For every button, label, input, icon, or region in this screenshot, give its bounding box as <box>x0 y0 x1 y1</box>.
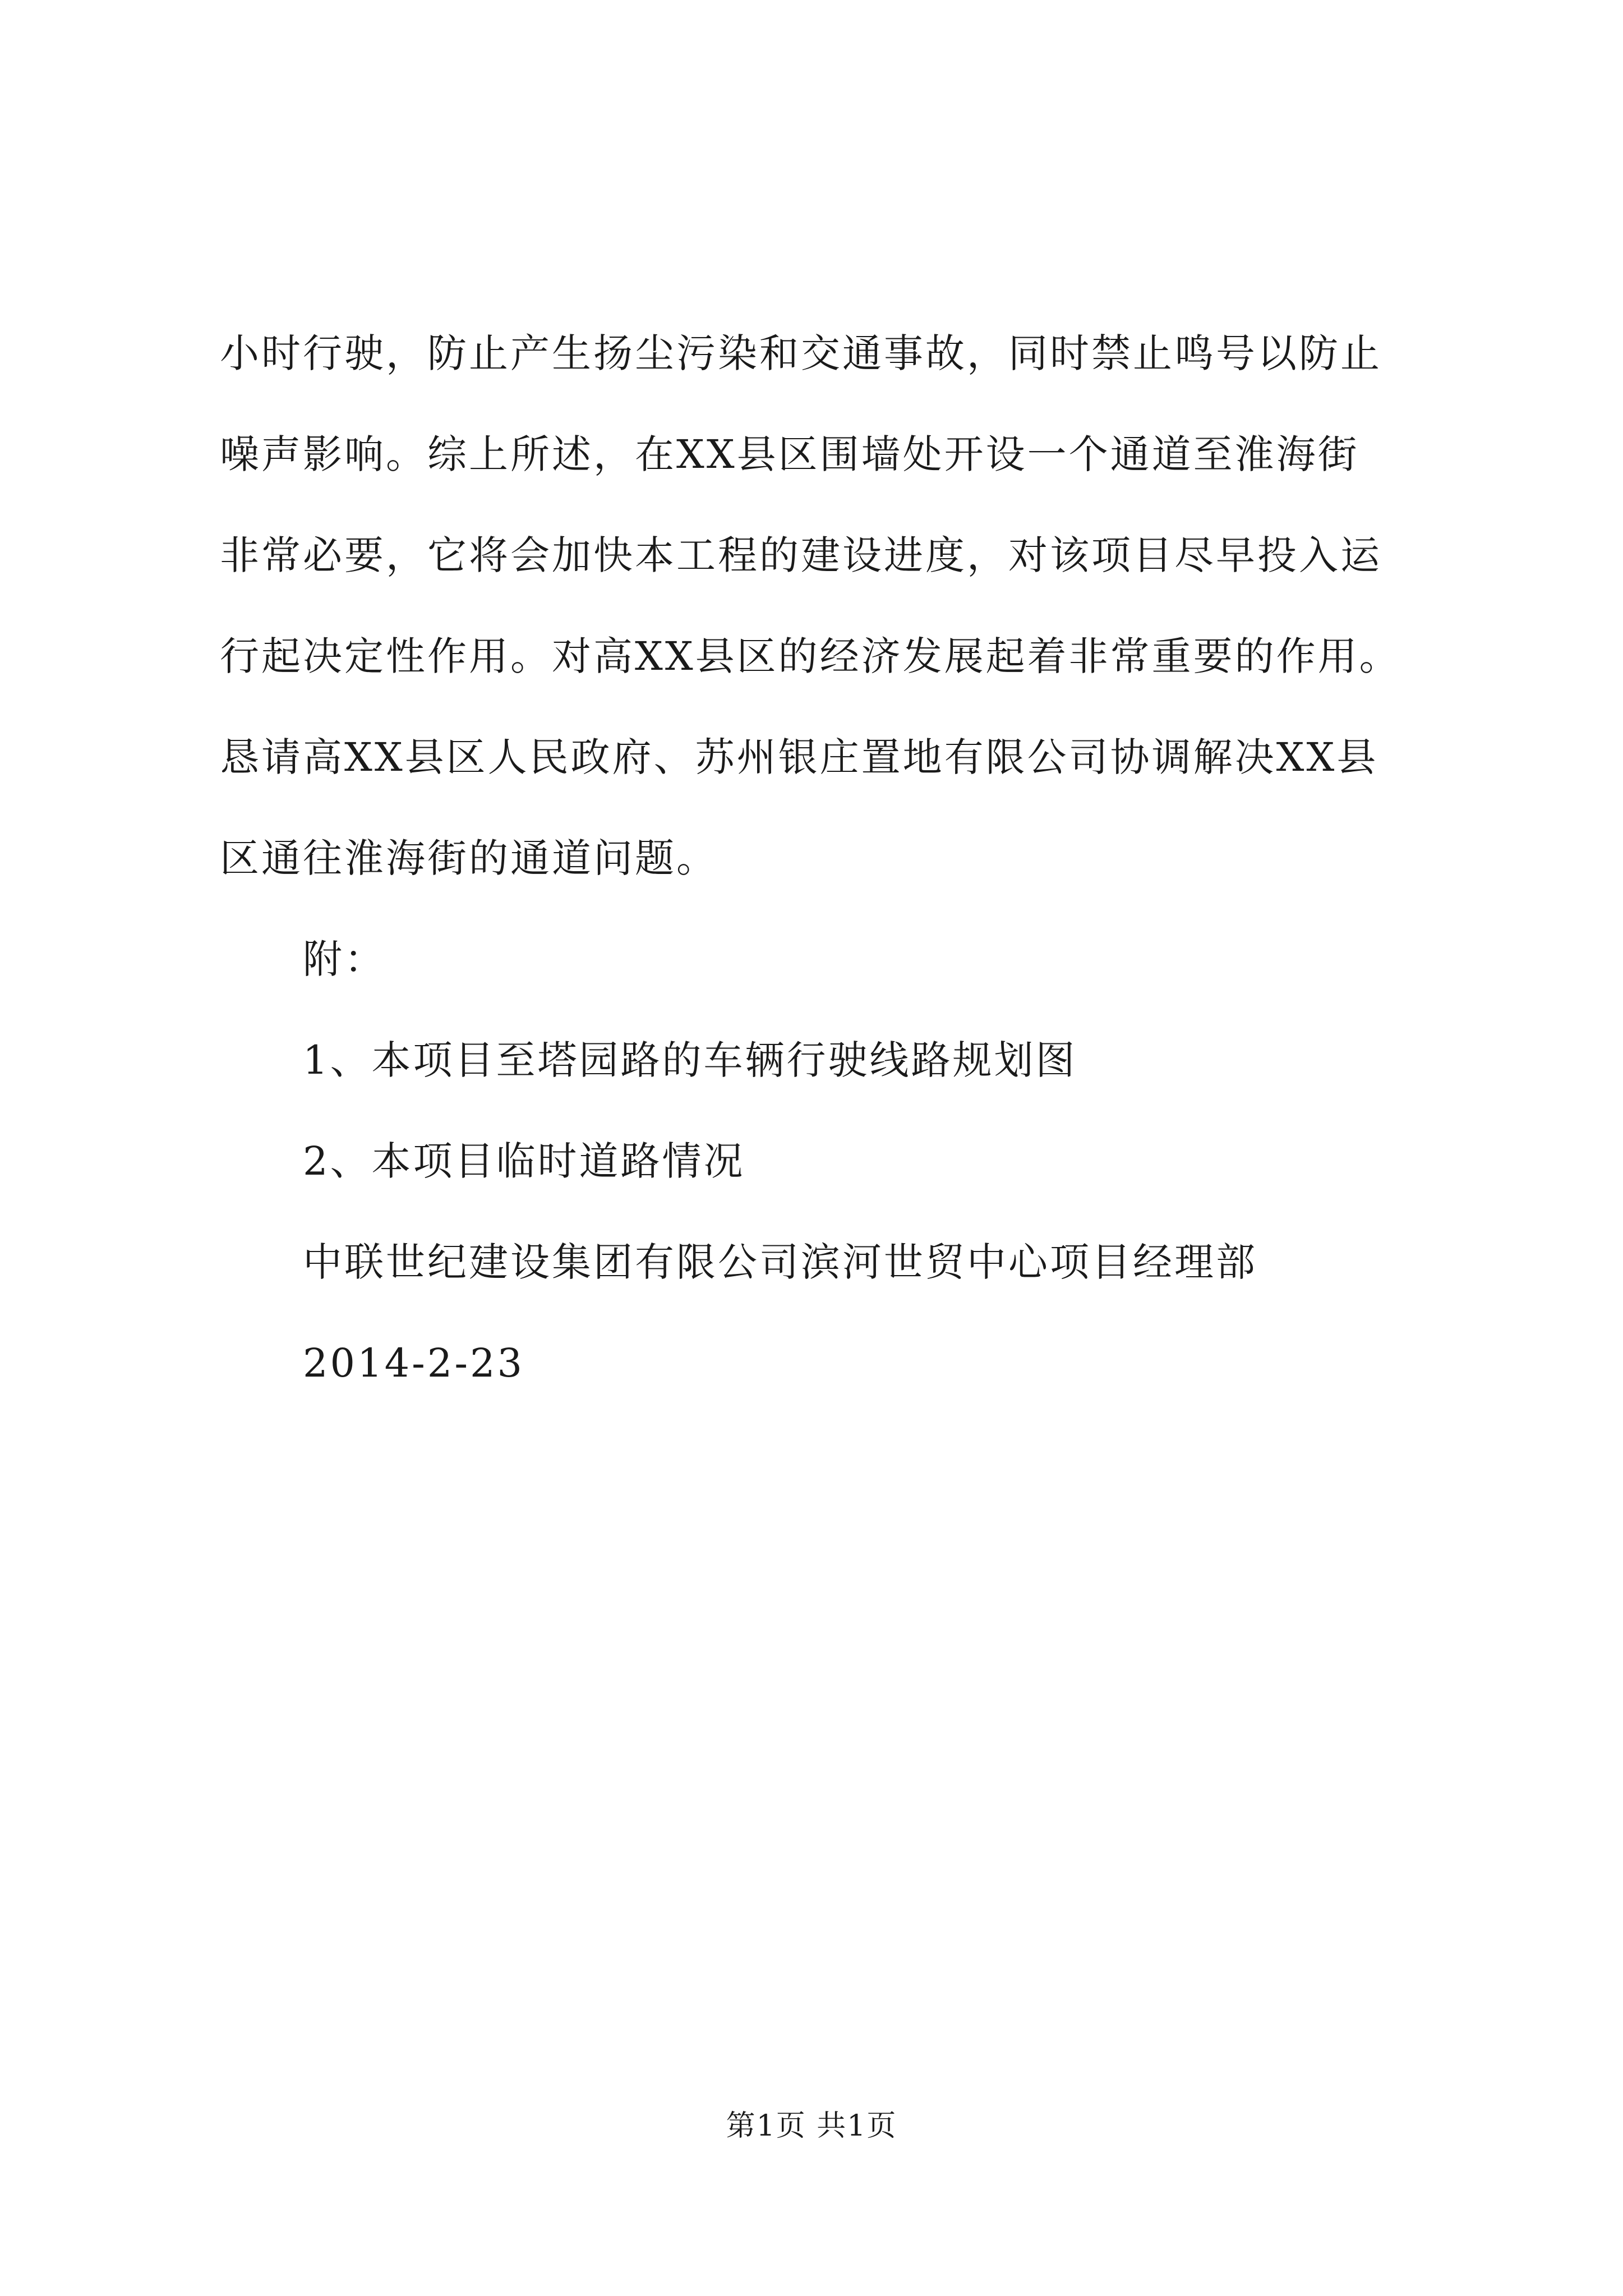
attachment-heading: 附： <box>303 936 386 982</box>
page-footer <box>0 2106 1623 2146</box>
paragraph-line-2: 噪声影响。综上所述，在XX县区围墙处开设一个通道至淮海街 <box>220 431 1359 477</box>
signature-date: 2014-2-23 <box>303 1340 525 1386</box>
attachment-item-2: 2、本项目临时道路情况 <box>303 1138 745 1184</box>
page-indicator: 第1页 共1页 <box>726 2109 897 2143</box>
paragraph-line-6: 区通往淮海街的通道问题。 <box>220 835 718 881</box>
paragraph-line-4: 行起决定性作用。对高XX县区的经济发展起着非常重要的作用。 <box>220 633 1401 679</box>
document-body <box>220 303 1454 1414</box>
paragraph-line-5: 恳请高XX县区人民政府、苏州银庄置地有限公司协调解决XX县 <box>220 734 1378 780</box>
signature-organization: 中联世纪建设集团有限公司滨河世贸中心项目经理部 <box>303 1239 1257 1285</box>
attachment-item-1: 1、本项目至塔园路的车辆行驶线路规划图 <box>303 1037 1077 1083</box>
paragraph-line-1: 小时行驶，防止产生扬尘污染和交通事故，同时禁止鸣号以防止 <box>220 330 1382 376</box>
paragraph-line-3: 非常必要，它将会加快本工程的建设进度，对该项目尽早投入运 <box>220 532 1382 578</box>
